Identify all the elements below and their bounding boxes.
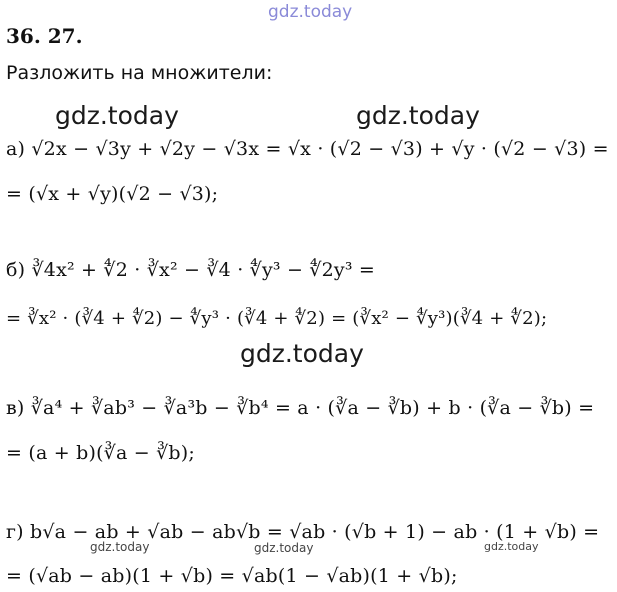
watermark-top: gdz.today bbox=[268, 2, 353, 22]
watermark-big-2: gdz.today bbox=[356, 101, 480, 130]
watermark-small-2: gdz.today bbox=[254, 541, 314, 555]
watermark-small-3: gdz.today bbox=[484, 540, 539, 553]
solution-g-line-2: = (√ab − ab)(1 + √b) = √ab(1 − √ab)(1 + √b); bbox=[6, 565, 458, 587]
task-instruction: Разложить на множители: bbox=[6, 62, 273, 84]
solution-a-line-2: = (√x + √y)(√2 − √3); bbox=[6, 183, 219, 205]
solution-b-line-2: = ∛x² · (∛4 + ∜2) − ∜y³ · (∛4 + ∜2) = (∛x² − ∜y³)(∛4 + ∜2); bbox=[6, 308, 548, 329]
solution-a-line-1: а) √2x − √3y + √2y − √3x = √x · (√2 − √3) + √y · (√2 − √3) = bbox=[6, 138, 609, 160]
solution-v-line-1: в) ∛a⁴ + ∛ab³ − ∛a³b − ∛b⁴ = a · (∛a − ∛b) + b · (∛a − ∛b) = bbox=[6, 397, 595, 419]
solution-b-line-1: б) ∛4x² + ∜2 · ∛x² − ∛4 · ∜y³ − ∜2y³ = bbox=[6, 259, 376, 281]
watermark-big-1: gdz.today bbox=[55, 101, 179, 130]
watermark-big-3: gdz.today bbox=[240, 339, 364, 368]
solution-v-line-2: = (a + b)(∛a − ∛b); bbox=[6, 442, 196, 464]
solution-g-line-1: г) b√a − ab + √ab − ab√b = √ab · (√b + 1) − ab · (1 + √b) = bbox=[6, 521, 600, 543]
watermark-small-1: gdz.today bbox=[90, 540, 150, 554]
task-number: 36. 27. bbox=[6, 24, 83, 48]
